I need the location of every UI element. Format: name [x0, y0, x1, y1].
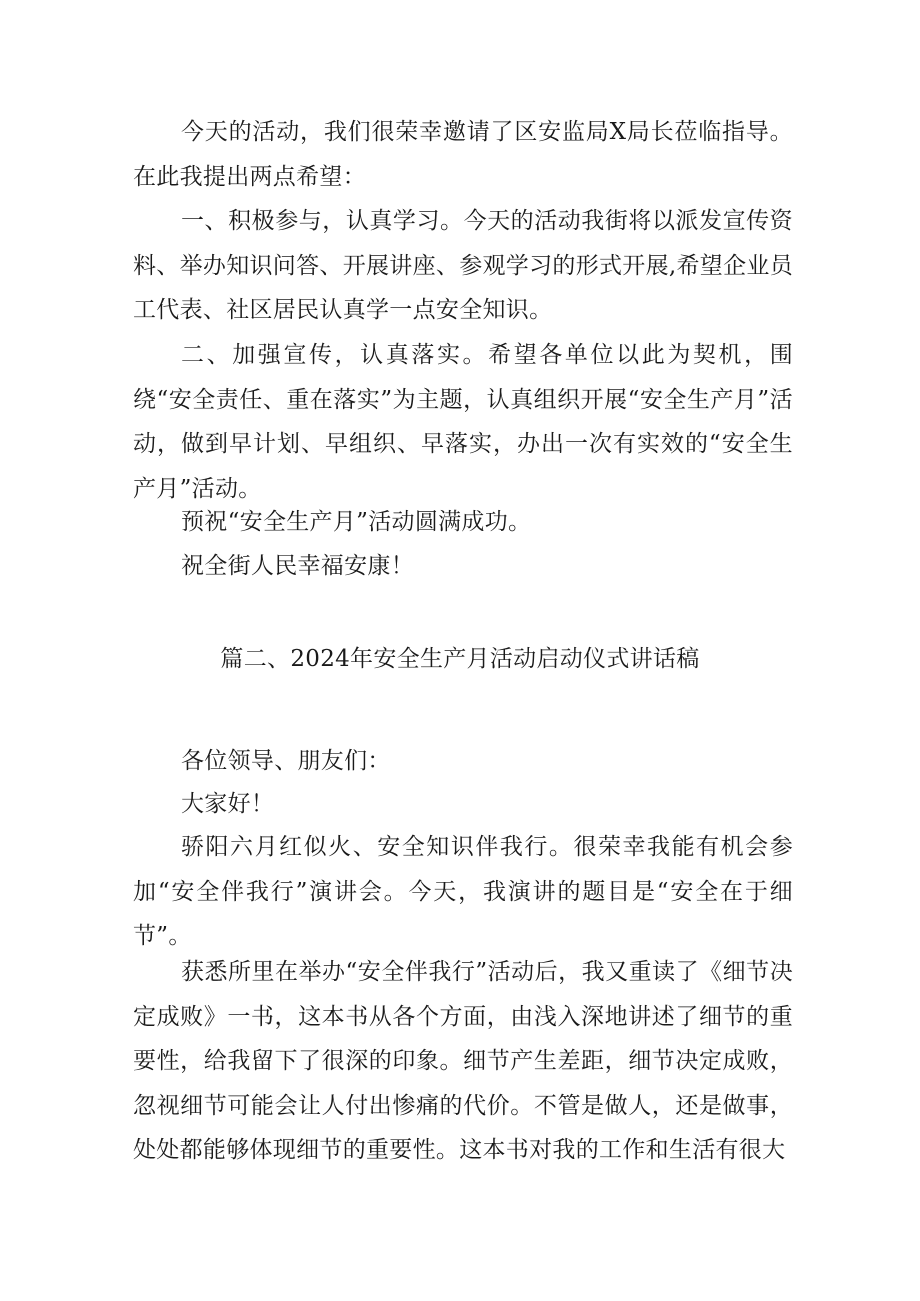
paragraph-hope-one: 一、积极参与，认真学习。今天的活动我街将以派发宣传资料、举办知识问答、开展讲座、参观学习的形式开展,希望企业员工代表、社区居民认真学一点安全知识。: [133, 208, 794, 323]
section-title: 篇二、2024年安全生产月活动启动仪式讲话稿: [220, 646, 700, 672]
paragraph-invitation: 今天的活动，我们很荣幸邀请了区安监局X局长莅临指导。在此我提出两点希望：: [133, 119, 793, 190]
paragraph-wish-success: 预祝“安全生产月”活动圆满成功。: [181, 509, 532, 535]
paragraph-greeting-audience: 各位领导、朋友们：: [181, 748, 391, 774]
paragraph-greeting-hello: 大家好！: [181, 791, 275, 817]
paragraph-hope-two: 二、加强宣传，认真落实。希望各单位以此为契机，围绕“安全责任、重在落实”为主题，认真组织开展“安全生产月”活动，做到早计划、早组织、早落实，办出一次有实效的“安全生产月”活动。: [133, 342, 793, 502]
paragraph-blessing: 祝全街人民幸福安康！: [181, 553, 414, 579]
paragraph-book-detail: 获悉所里在举办“安全伴我行”活动后，我又重读了《细节决定成败》一书，这本书从各个方面，由浅入深地讲述了细节的重要性，给我留下了很深的印象。细节产生差距，细节决定成败，忽视细节可能会让人付出惨痛的代价。不管是做人，还是做事，处处都能够体现细节的重要性。这本书对我的工作和生活有很大: [133, 959, 793, 1163]
paragraph-speech-intro: 骄阳六月红似火、安全知识伴我行。很荣幸我能有机会参加“安全伴我行”演讲会。今天，我演讲的题目是“安全在于细节”。: [133, 834, 793, 949]
